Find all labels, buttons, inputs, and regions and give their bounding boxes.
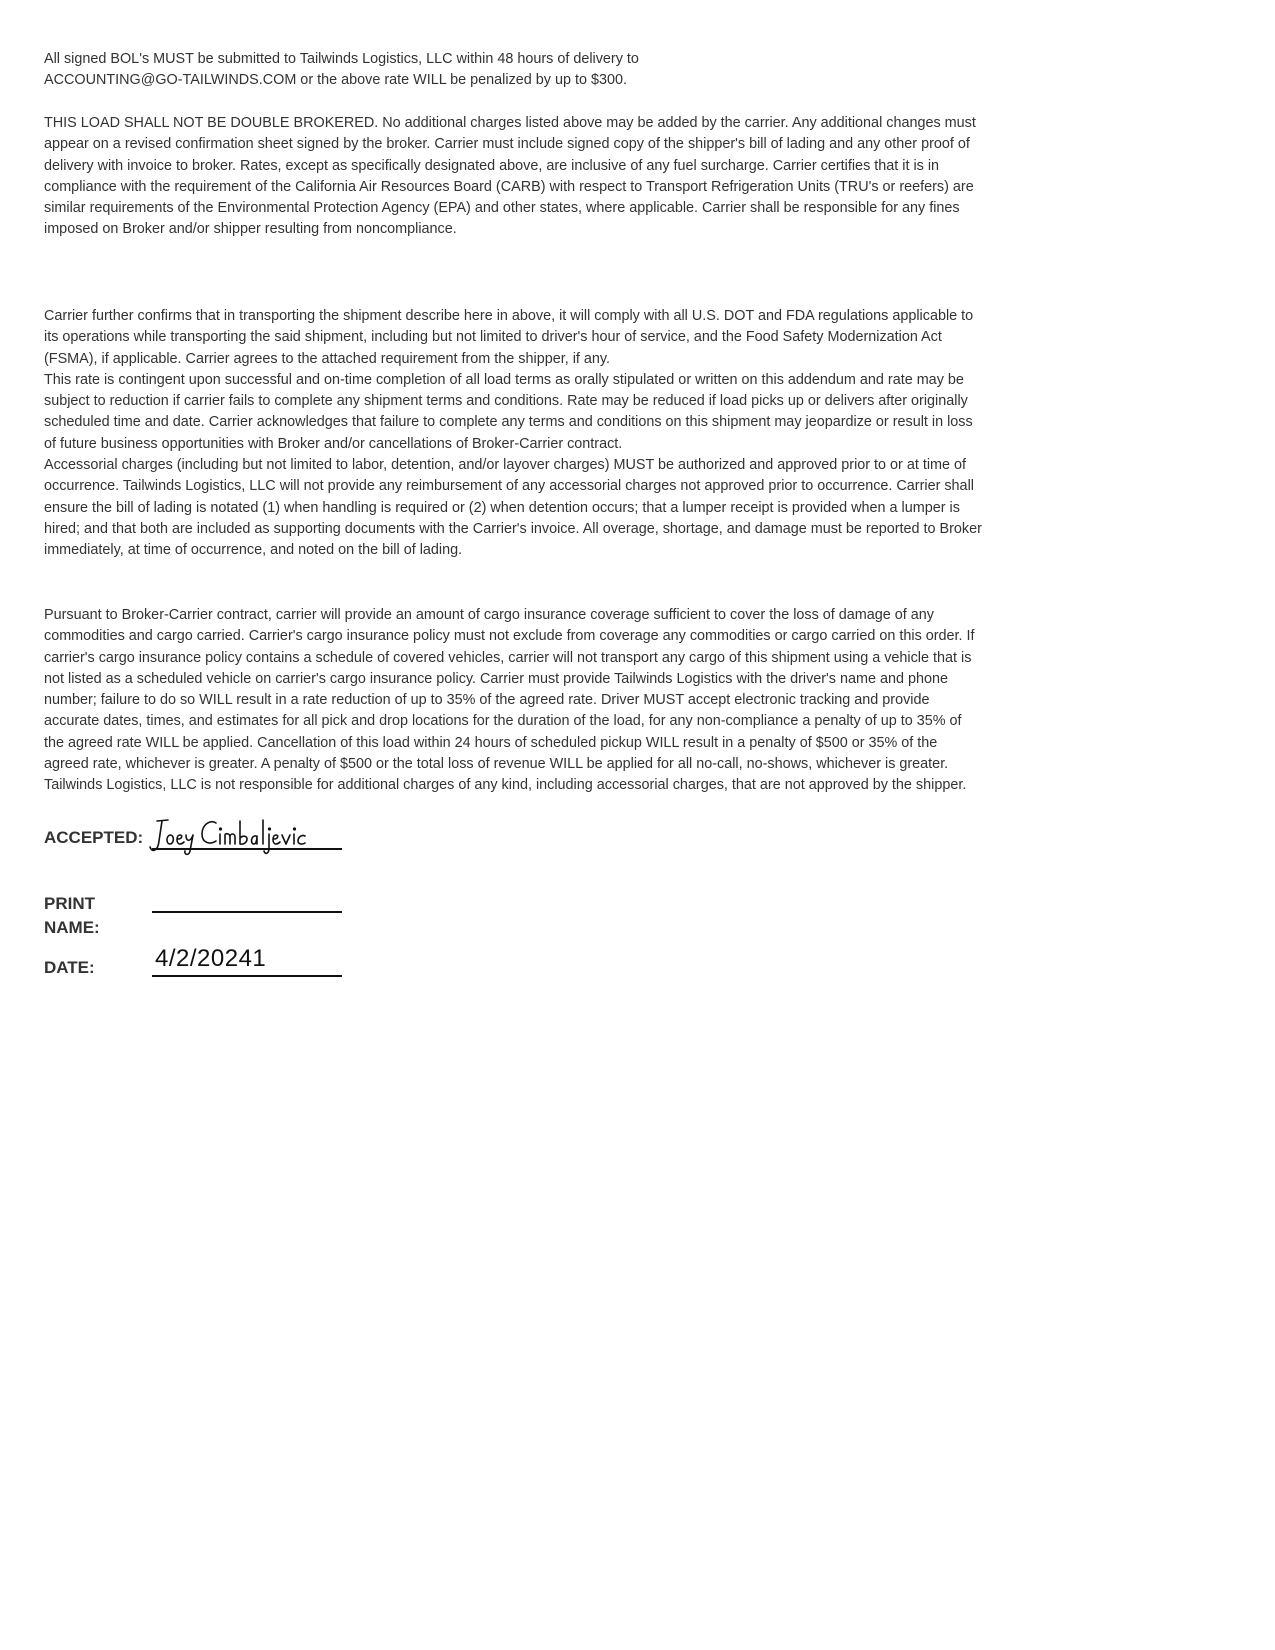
paragraph-line: subject to reduction if carrier fails to complete any shipment terms and conditions. Rate may be reduced if load picks up or delivers after originally — [44, 393, 968, 410]
paragraph-line: ACCOUNTING@GO-TAILWINDS.COM or the above rate WILL be penalized by up to $300. — [44, 72, 627, 89]
paragraph-line: compliance with the requirement of the California Air Resources Board (CARB) with respect to Transport Refrigeration Units (TRU's or reefers) are — [44, 178, 974, 195]
double-brokered-paragraph — [44, 113, 1034, 241]
print-name-label — [44, 892, 100, 940]
paragraph-line: ensure the bill of lading is notated (1) when handling is required or (2) when detention occurs; that a lumper receipt is provided when a lumper is — [44, 499, 960, 516]
paragraph-line: Tailwinds Logistics, LLC is not responsible for additional charges of any kind, including accessorial charges, that are not approved by the shipper. — [44, 777, 967, 794]
paragraph-line: agreed rate, whichever is greater. A penalty of $500 or the total loss of revenue WILL be applied for all no-call, no-shows, whichever is greater. — [44, 756, 949, 773]
paragraph-line: Pursuant to Broker-Carrier contract, carrier will provide an amount of cargo insurance coverage sufficient to cover the loss of damage of any — [44, 607, 934, 623]
paragraph-line: (FSMA), if applicable. Carrier agrees to the attached requirement from the shipper, if any. — [44, 350, 611, 367]
paragraph-line: immediately, at time of occurrence, and noted on the bill of lading. — [44, 542, 463, 559]
paragraph-line: not listed as a scheduled vehicle on carrier's cargo insurance policy. Carrier must provide Tailwinds Logistics with the driver's name and phone — [44, 670, 949, 687]
paragraph-line: Carrier further confirms that in transporting the shipment describe here in above, it will comply with all U.S. DOT and FDA regulations applicable to — [44, 308, 974, 324]
paragraph-line: number; failure to do so WILL result in a rate reduction of up to 35% of the agreed rate. Driver MUST accept electronic tracking and provide — [44, 692, 930, 709]
paragraph-line: This rate is contingent upon successful and on-time completion of all load terms as orally stipulated or written on this addendum and rate may be — [44, 371, 964, 388]
paragraph-line: Accessorial charges (including but not limited to labor, detention, and/or layover charges) MUST be authorized and approved prior to or at time of — [44, 457, 967, 474]
paragraph-line: carrier's cargo insurance policy contains a schedule of covered vehicles, carrier will not transport any cargo of this shipment using a vehicle that is — [44, 649, 972, 666]
paragraph-line: THIS LOAD SHALL NOT BE DOUBLE BROKERED. No additional charges listed above may be added by the carrier. Any additional changes must — [44, 115, 976, 131]
signature — [148, 815, 348, 857]
date-line — [152, 975, 342, 977]
paragraph-line: the agreed rate WILL be applied. Cancellation of this load within 24 hours of scheduled pickup WILL result in a penalty of $500 or 35% of the — [44, 734, 938, 751]
name-label-line: NAME: — [44, 918, 100, 937]
accepted-label: ACCEPTED: — [44, 828, 144, 847]
bol-submission-paragraph — [44, 49, 1034, 92]
paragraph-line: of future business opportunities with Broker and/or cancellations of Broker-Carrier contract. — [44, 435, 623, 452]
print-name-line[interactable] — [152, 911, 342, 913]
paragraph-line: appear on a revised confirmation sheet signed by the broker. Carrier must include signed copy of the shipper's bill of lading and any other proof of — [44, 136, 970, 153]
paragraph-line: delivery with invoice to broker. Rates, except as specifically designated above, are inclusive of any fuel surcharge. Carrier certifies that it is in — [44, 157, 940, 174]
paragraph-line: its operations while transporting the said shipment, including but not limited to driver's hour of service, and the Food Safety Modernization Act — [44, 329, 942, 346]
paragraph-line: scheduled time and date. Carrier acknowledges that failure to complete any terms and conditions on this shipment may jeopardize or result in loss — [44, 414, 973, 431]
paragraph-line: All signed BOL's MUST be submitted to Tailwinds Logistics, LLC within 48 hours of delivery to — [44, 51, 639, 67]
paragraph-line: imposed on Broker and/or shipper resulting from noncompliance. — [44, 221, 457, 238]
paragraph-line: occurrence. Tailwinds Logistics, LLC will not provide any reimbursement of any accessorial charges not approved prior to occurrence. Carrier shall — [44, 478, 974, 495]
paragraph-line: hired; and that both are included as supporting documents with the Carrier's invoice. All overage, shortage, and damage must be reported to Broker — [44, 520, 982, 537]
date-value[interactable]: 4/2/20241 — [155, 945, 267, 972]
paragraph-line: accurate dates, times, and estimates for all pick and drop locations for the duration of the load, for any non-compliance a penalty of up to 35% of — [44, 713, 962, 730]
print-label-line: PRINT — [44, 894, 95, 913]
paragraph-line: commodities and cargo carried. Carrier's cargo insurance policy must not exclude from coverage any commodities or cargo carried on this order. If — [44, 628, 975, 645]
paragraph-line: similar requirements of the Environmental Protection Agency (EPA) and other states, where applicable. Carrier shall be responsible for any fines — [44, 200, 960, 217]
cargo-insurance-paragraph — [44, 605, 1034, 797]
carrier-compliance-paragraph — [44, 306, 1034, 562]
accepted-signature-line — [152, 848, 342, 850]
date-label: DATE: — [44, 958, 95, 977]
